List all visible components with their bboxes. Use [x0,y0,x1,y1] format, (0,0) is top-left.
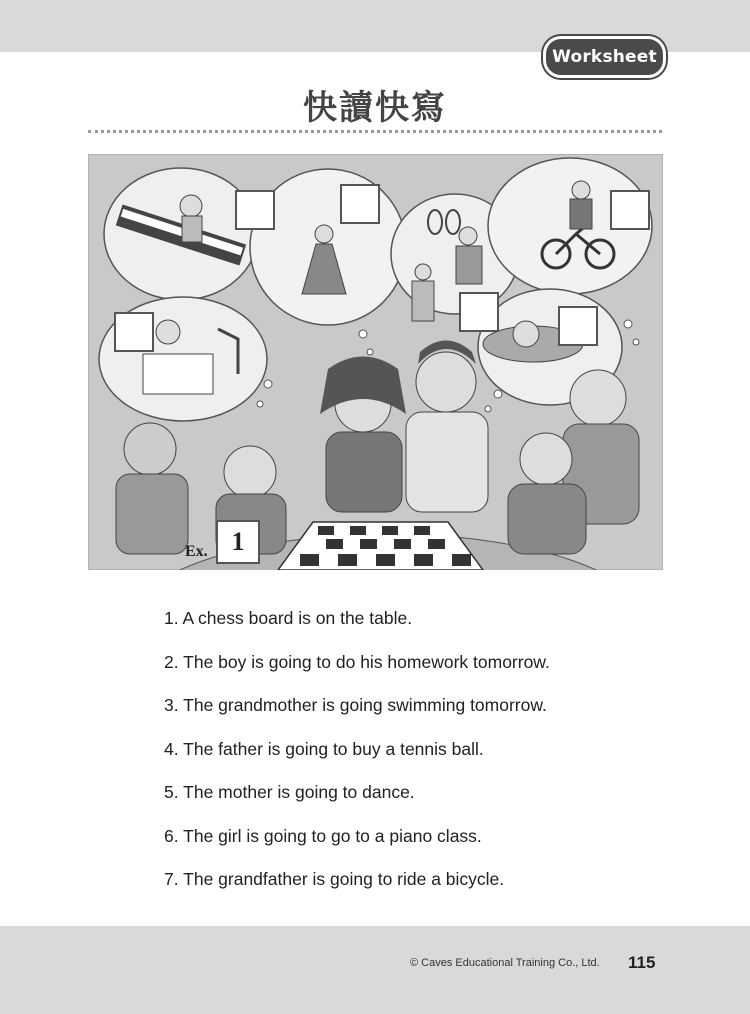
answer-box-homework [114,312,154,352]
example-answer-box: 1 [216,520,260,564]
dotted-divider [88,130,662,133]
sentence-item: 4. The father is going to buy a tennis ball. [164,738,484,759]
sentence-item: 3. The grandmother is going swimming tomorrow. [164,695,547,715]
page-number: 115 [628,953,656,972]
sentence-item: 5. The mother is going to dance. [164,782,415,802]
sentence-list [164,606,550,911]
answer-box-piano [235,190,275,230]
answer-box-tennis [459,292,499,332]
sentence-item: 2. The boy is going to do his homework tomorrow. [164,651,550,672]
copyright-text: © Caves Educational Training Co., Ltd. [410,957,600,969]
worksheet-badge: Worksheet [543,36,666,78]
sentence-item: 7. The grandfather is going to ride a bicycle. [164,869,505,889]
sentence-item: 1. A chess board is on the table. [164,608,413,628]
sentence-item: 6. The girl is going to go to a piano class. [164,825,482,846]
page-title: 快讀快寫 [303,88,447,128]
answer-box-dance [340,184,380,224]
example-label: Ex. [185,543,208,560]
answer-box-swimming [558,306,598,346]
answer-box-bicycle [610,190,650,230]
